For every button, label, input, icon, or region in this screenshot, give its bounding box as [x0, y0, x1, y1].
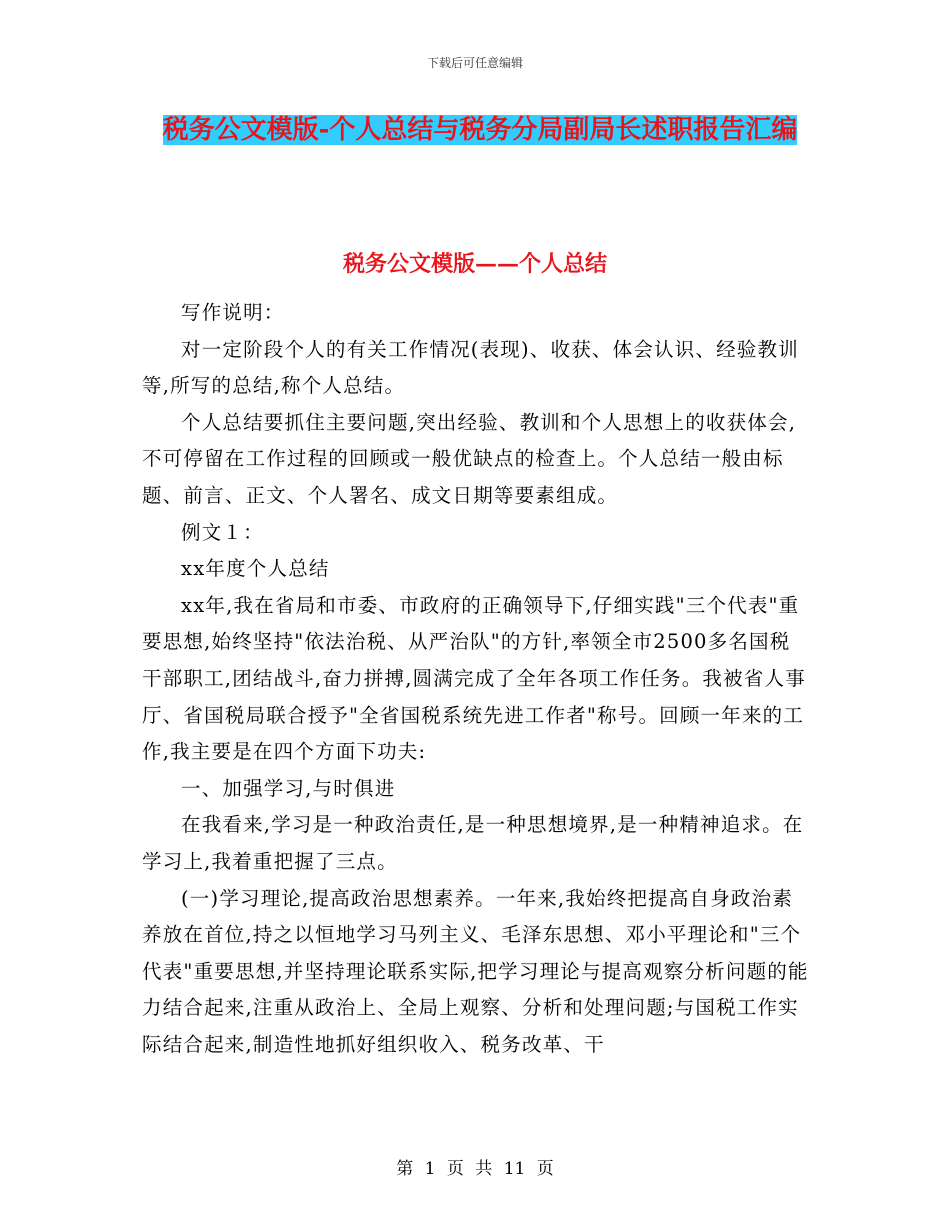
- paragraph-intro: xx年,我在省局和市委、市政府的正确领导下,仔细实践"三个代表"重要思想,始终坚持"依法治税、从严治队"的方针,率领全市2500多名国税干部职工,团结战斗,奋力拼搏,圆满完成了全年各项工作任务。我被省人事厅、省国税局联合授予"全省国税系统先进工作者"称号。回顾一年来的工作,我主要是在四个方面下功夫:: [142, 593, 806, 764]
- section-title: 税务公文模版——个人总结: [342, 251, 607, 277]
- document-title-text: 税务公文模版-个人总结与税务分局副局长述职报告汇编: [162, 115, 798, 145]
- paragraph-learning: 在我看来,学习是一种政治责任,是一种思想境界,是一种精神追求。在学习上,我着重把握了三点。: [142, 813, 804, 873]
- paragraph-writing-note: 写作说明：: [181, 301, 285, 324]
- document-body: [142, 295, 810, 1063]
- page-footer: 第 1 页 共 11 页: [396, 1159, 554, 1179]
- paragraph-example-label: 例文１：: [181, 520, 264, 544]
- header-note: 下载后可任意编辑: [426, 56, 523, 70]
- paragraph-requirements: 个人总结要抓住主要问题,突出经验、教训和个人思想上的收获体会,不可停留在工作过程的回顾或一般优缺点的检查上。个人总结一般由标题、前言、正文、个人署名、成文日期等要素组成。: [142, 410, 797, 507]
- paragraph-example-title: xx年度个人总结: [181, 557, 330, 581]
- paragraph-heading-1: 一、加强学习,与时俱进: [181, 776, 396, 800]
- document-title: [150, 108, 810, 152]
- paragraph-theory: (一)学习理论,提高政治思想素养。一年来,我始终把提高自身政治素养放在首位,持之以恒地学习马列主义、毛泽东思想、邓小平理论和"三个代表"重要思想,并坚持理论联系实际,把学习理论与提高观察分析问题的能力结合起来,注重从政治上、全局上观察、分析和处理问题;与国税工作实际结合起来,制造性地抓好组织收入、税务改革、干: [142, 886, 809, 1056]
- paragraph-definition: 对一定阶段个人的有关工作情况(表现)、收获、体会认识、经验教训等,所写的总结,称个人总结。: [142, 337, 799, 398]
